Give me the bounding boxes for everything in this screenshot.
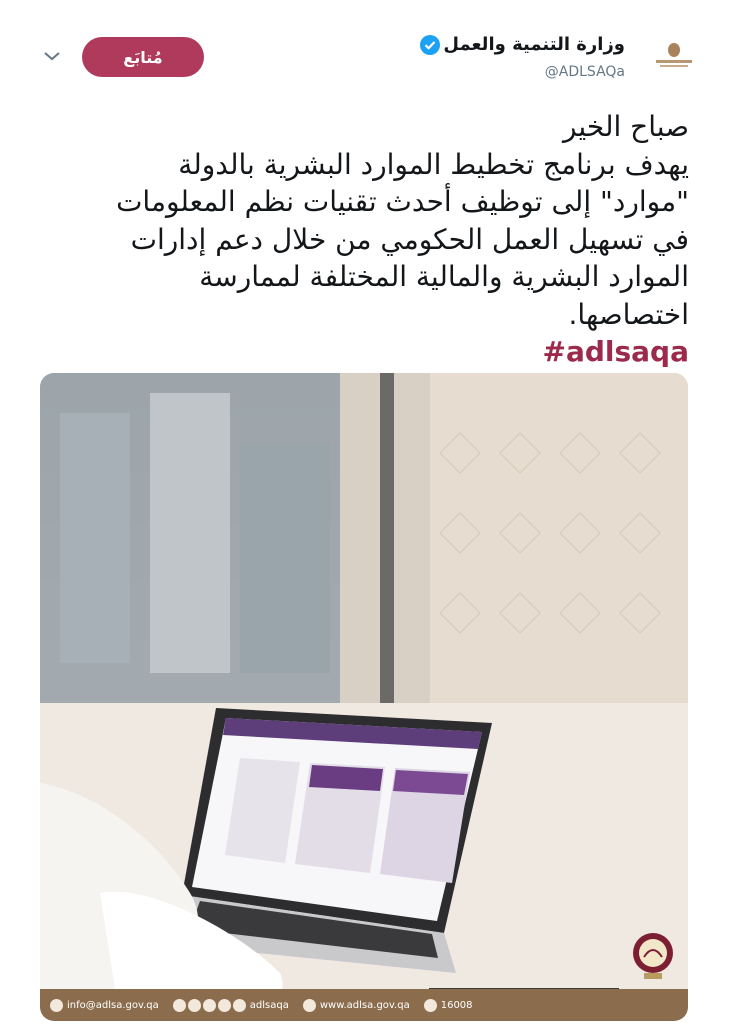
- tweet-header: [0, 0, 735, 95]
- account-handle[interactable]: @ADLSAQa: [544, 64, 625, 80]
- tweet-line: اختصاصها.: [568, 297, 689, 331]
- tweet-line: يهدف برنامج تخطيط الموارد البشرية بالدولة: [178, 147, 689, 181]
- tweet-line: الموارد البشرية والمالية المختلفة لممارسة: [199, 260, 689, 293]
- footer-social: [173, 999, 289, 1012]
- hashtag-link[interactable]: #adlsaqa: [542, 335, 689, 368]
- tweet-text: [49, 108, 689, 371]
- office-laptop-illustration: [40, 373, 688, 1021]
- facebook-icon: [233, 999, 246, 1012]
- snapchat-icon: [173, 999, 186, 1012]
- chevron-down-icon[interactable]: [40, 44, 64, 68]
- avatar[interactable]: [650, 40, 698, 74]
- media-footer-bar: [40, 989, 688, 1021]
- footer-website-text: www.adlsa.gov.qa: [319, 999, 410, 1011]
- footer-email: [50, 999, 159, 1012]
- qatar-emblem-icon: [630, 929, 676, 981]
- phone-icon: [424, 999, 437, 1012]
- tweet-line: صباح الخير: [562, 110, 689, 143]
- following-button[interactable]: مُتابَع: [82, 37, 204, 77]
- footer-phone-text: 16008: [440, 999, 473, 1011]
- twitter-icon: [218, 999, 231, 1012]
- email-icon: [50, 999, 63, 1012]
- footer-phone: [424, 999, 473, 1012]
- tweet-line: "موارد" إلى توظيف أحدث تقنيات نظم المعلومات: [116, 185, 689, 218]
- tweet-line: في تسهيل العمل الحكومي من خلال دعم إدارات: [130, 222, 689, 256]
- footer-social-text: adlsaqa: [249, 999, 289, 1011]
- tweet-media-image[interactable]: [40, 373, 688, 1021]
- instagram-icon: [203, 999, 216, 1012]
- social-icons: [173, 999, 246, 1012]
- footer-website: [303, 999, 410, 1012]
- verified-badge-icon: [419, 34, 441, 56]
- footer-email-text: info@adlsa.gov.qa: [67, 999, 159, 1011]
- youtube-icon: [188, 999, 201, 1012]
- globe-icon: [303, 999, 316, 1012]
- account-name[interactable]: وزارة التنمية والعمل: [443, 34, 625, 55]
